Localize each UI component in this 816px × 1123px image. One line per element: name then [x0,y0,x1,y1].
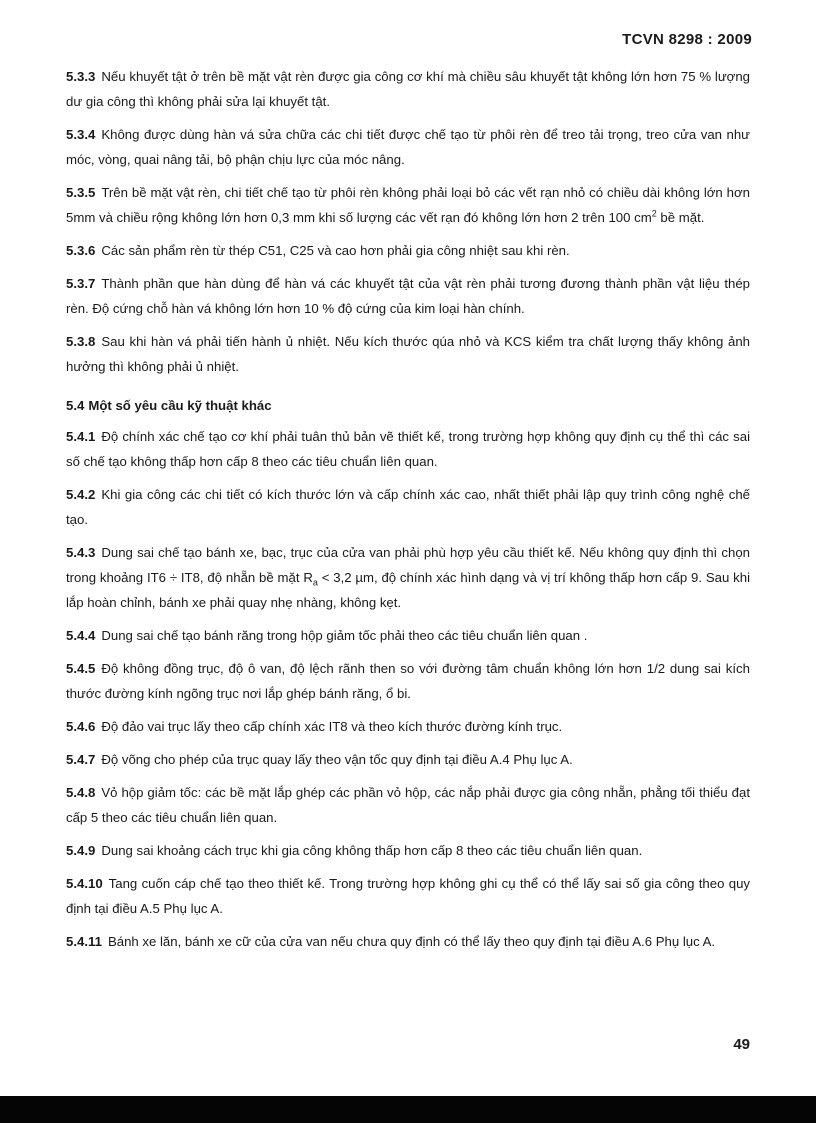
superscript: 2 [651,208,657,219]
clause-number: 5.3.7 [66,276,96,291]
clause-5-4-8 [66,780,750,830]
clause-number: 5.4.6 [66,719,96,734]
clause-number: 5.3.5 [66,185,96,200]
document-standard-code: TCVN 8298 : 2009 [622,31,752,48]
clause-5-3-6 [66,238,750,263]
clause-number: 5.4.11 [66,934,102,949]
clause-text: Độ đảo vai trục lấy theo cấp chính xác IT8 và theo kích thước đường kính trục. [101,719,563,734]
clause-5-4-2 [66,482,750,532]
clause-text: Trên bề mặt vật rèn, chi tiết chế tạo từ phôi rèn không phải loại bỏ các vết rạn nhỏ có chiều dài không lớn hơn 5mm và chiều rộng không lớn hơn 0,3 mm khi số lượng các vết rạn đó không lớn hơn 2 trên 100 cm [66,185,750,225]
clause-5-4-3 [66,540,750,615]
clause-number: 5.4.7 [66,752,96,767]
section-number: 5.4 [66,398,85,413]
clause-5-3-5 [66,180,750,230]
clause-5-4-6 [66,714,750,739]
scan-edge-bar [0,1096,816,1123]
section-heading-5-4 [66,393,750,418]
clause-number: 5.4.8 [66,785,96,800]
page-number: 49 [733,1036,750,1053]
clause-number: 5.4.5 [66,661,96,676]
clause-5-4-10 [66,871,750,921]
clause-number: 5.4.4 [66,628,96,643]
clause-text: Dung sai khoảng cách trục khi gia công không thấp hơn cấp 8 theo các tiêu chuẩn liên quan. [101,843,643,858]
clause-5-3-4 [66,122,750,172]
clause-text: Các sản phẩm rèn từ thép C51, C25 và cao hơn phải gia công nhiệt sau khi rèn. [101,243,570,258]
clause-text: Dung sai chế tạo bánh răng trong hộp giảm tốc phải theo các tiêu chuẩn liên quan . [101,628,588,643]
clause-number: 5.4.2 [66,487,96,502]
clause-number: 5.4.9 [66,843,96,858]
clause-5-4-9 [66,838,750,863]
document-body [66,64,750,962]
clause-text: Không được dùng hàn vá sửa chữa các chi tiết được chế tạo từ phôi rèn để treo tải trọng, treo cửa van như móc, vòng, quai nâng tải, bộ phận chịu lực của móc nâng. [66,127,750,167]
clause-5-4-4 [66,623,750,648]
clause-number: 5.4.10 [66,876,103,891]
subscript: a [312,577,318,588]
clause-5-3-7 [66,271,750,321]
clause-text-end: < 3,2 µm, độ chính xác hình dạng và vị trí không thấp hơn cấp 9. Sau khi lắp hoàn chỉnh, bánh xe phải quay nhẹ nhàng, không kẹt. [66,570,750,610]
clause-number: 5.3.8 [66,334,96,349]
clause-text: Bánh xe lăn, bánh xe cữ của cửa van nếu chưa quy định có thể lấy theo quy định tại điều A.6 Phụ lục A. [107,934,716,949]
clause-text: Khi gia công các chi tiết có kích thước lớn và cấp chính xác cao, nhất thiết phải lập quy trình công nghệ chế tạo. [66,487,750,527]
clause-text: Độ chính xác chế tạo cơ khí phải tuân thủ bản vẽ thiết kế, trong trường hợp không quy định cụ thể thì các sai số chế tạo không thấp hơn cấp 8 theo các tiêu chuẩn liên quan. [66,429,750,469]
clause-text: Tang cuốn cáp chế tạo theo thiết kế. Trong trường hợp không ghi cụ thể có thể lấy sai số gia công theo quy định tại điều A.5 Phụ lục A. [66,876,750,916]
section-title: Một số yêu cầu kỹ thuật khác [88,398,272,413]
clause-5-4-7 [66,747,750,772]
clause-text: Độ võng cho phép của trục quay lấy theo vận tốc quy định tại điều A.4 Phụ lục A. [101,752,573,767]
clause-5-3-3 [66,64,750,114]
clause-text-end: bề mặt. [656,210,705,225]
clause-text: Độ không đồng trục, độ ô van, độ lệch rãnh then so với đường tâm chuẩn không lớn hơn 1/2 dung sai kích thước đường kính ngõng trục nơi lắp ghép bánh răng, ổ bi. [66,661,750,701]
clause-number: 5.4.3 [66,545,96,560]
clause-number: 5.3.6 [66,243,96,258]
clause-5-4-11 [66,929,750,954]
clause-text: Thành phần que hàn dùng để hàn vá các khuyết tật của vật rèn phải tương đương thành phần vật liệu thép rèn. Độ cứng chỗ hàn vá không lớn hơn 10 % độ cứng của kim loại hàn chính. [66,276,750,316]
clause-number: 5.3.3 [66,69,96,84]
clause-5-4-1 [66,424,750,474]
clause-number: 5.4.1 [66,429,96,444]
clause-text: Nếu khuyết tật ở trên bề mặt vật rèn được gia công cơ khí mà chiều sâu khuyết tật không lớn hơn 75 % lượng dư gia công thì không phải sửa lại khuyết tật. [66,69,750,109]
clause-text: Vỏ hộp giảm tốc: các bề mặt lắp ghép các phần vỏ hộp, các nắp phải được gia công nhẵn, phẳng tối thiểu đạt cấp 5 theo các tiêu chuẩn liên quan. [66,785,750,825]
clause-text: Sau khi hàn vá phải tiến hành ủ nhiệt. Nếu kích thước qúa nhỏ và KCS kiểm tra chất lượng thấy không ảnh hưởng thì không phải ủ nhiệt. [66,334,750,374]
clause-5-3-8 [66,329,750,379]
clause-text: Dung sai chế tạo bánh xe, bạc, trục của cửa van phải phù hợp yêu cầu thiết kế. Nếu không quy định thì chọn trong khoảng IT6 ÷ IT8, độ nhẵn bề mặt R [66,545,750,585]
clause-5-4-5 [66,656,750,706]
clause-number: 5.3.4 [66,127,96,142]
